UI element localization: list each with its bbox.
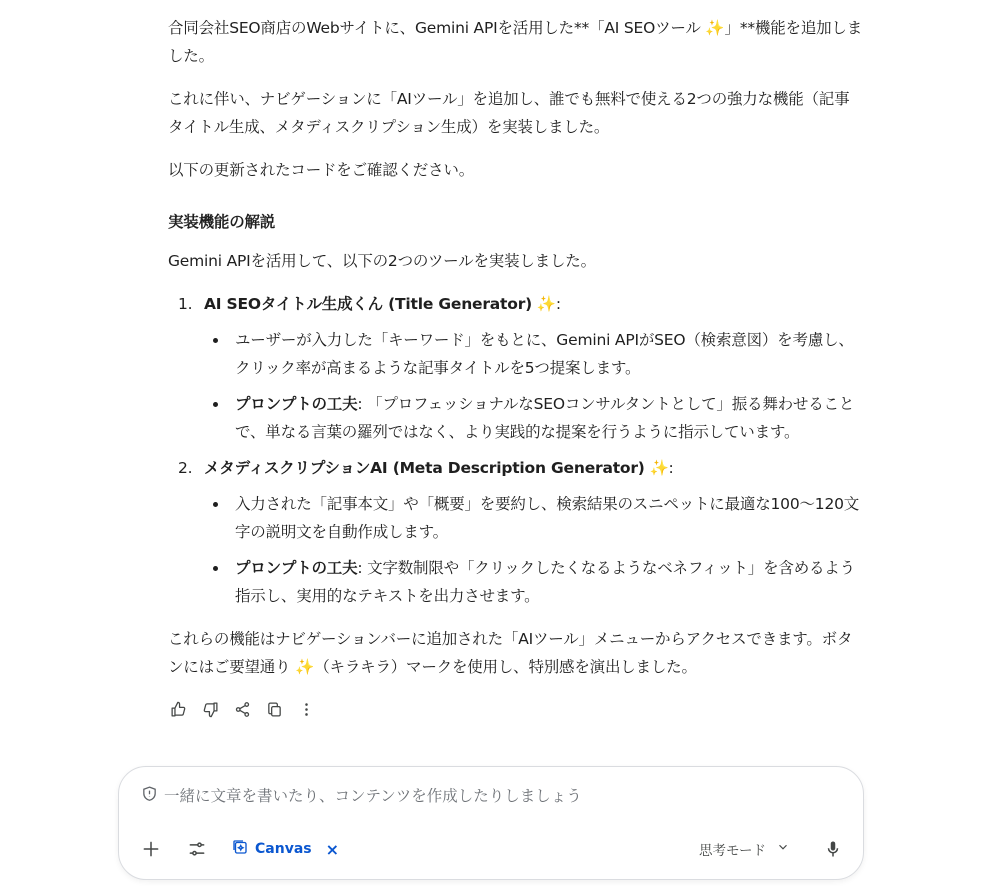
mode-label: 思考モード	[699, 843, 766, 859]
point-list	[204, 490, 864, 610]
response-paragraph-1: 合同会社SEO商店のWebサイトに、Gemini APIを活用した**「AI SEOツール ✨」**機能を追加しました。	[168, 19, 863, 65]
outro-text-2: （キラキラ）マークを使用し、特別感を演出しました。	[314, 658, 697, 676]
tools-icon[interactable]	[185, 837, 209, 861]
point-label: プロンプトの工夫	[235, 395, 358, 413]
mode-select[interactable]	[699, 839, 790, 859]
prompt-input[interactable]	[164, 787, 724, 805]
copy-icon[interactable]	[262, 697, 286, 721]
response-paragraph-3: 以下の更新されたコードをご確認ください。	[168, 161, 475, 179]
shield-icon	[141, 785, 158, 806]
list-item	[204, 490, 864, 546]
response-actions	[166, 697, 318, 721]
tool-item	[168, 290, 864, 446]
colon: :	[668, 459, 674, 477]
composer-tools	[139, 837, 339, 861]
sparkle-icon: ✨	[295, 658, 315, 676]
sparkle-icon: ✨	[649, 459, 669, 477]
list-number: 1.	[178, 295, 193, 313]
share-icon[interactable]	[230, 697, 254, 721]
point-text: : 文字数制限や「クリックしたくなるようなベネフィット」を含めるよう指示し、実用的なテキストを出力させます。	[235, 559, 855, 605]
section-intro: Gemini APIを活用して、以下の2つのツールを実装しました。	[168, 252, 596, 270]
point-list	[204, 326, 864, 446]
response-paragraph-2: これに伴い、ナビゲーションに「AIツール」を追加し、誰でも無料で使える2つの強力な機能（記事タイトル生成、メタディスクリプション生成）を実装しました。	[168, 90, 850, 136]
response-outro	[168, 625, 864, 681]
add-icon[interactable]	[139, 837, 163, 861]
assistant-response	[168, 14, 864, 696]
prompt-composer	[118, 766, 864, 880]
canvas-label: Canvas	[255, 841, 312, 857]
outro-text-1: これらの機能はナビゲーションバーに追加された「AIツール」メニューからアクセスできます。ボタンにはご要望通り	[168, 630, 853, 676]
thumbs-down-icon[interactable]	[198, 697, 222, 721]
point-text: ユーザーが入力した「キーワード」をもとに、Gemini APIがSEO（検索意図）を考慮し、クリック率が高まるような記事タイトルを5つ提案します。	[235, 331, 854, 377]
tool-list	[168, 290, 864, 610]
point-label: プロンプトの工夫	[235, 559, 358, 577]
tool-title: メタディスクリプションAI (Meta Description Generator)	[204, 459, 645, 477]
list-number: 2.	[178, 459, 193, 477]
thumbs-up-icon[interactable]	[166, 697, 190, 721]
list-item	[204, 326, 864, 382]
colon: :	[555, 295, 561, 313]
list-item	[204, 554, 864, 610]
point-text: 入力された「記事本文」や「概要」を要約し、検索結果のスニペットに最適な100〜120文字の説明文を自動作成します。	[235, 495, 860, 541]
list-item	[204, 390, 864, 446]
close-icon[interactable]: ×	[325, 839, 340, 859]
chevron-down-icon	[776, 840, 790, 858]
section-heading: 実装機能の解説	[168, 213, 276, 231]
prompt-row	[141, 785, 724, 806]
point-text: : 「プロフェッショナルなSEOコンサルタントとして」振る舞わせることで、単なる言葉の羅列ではなく、より実践的な提案を行うように指示しています。	[235, 395, 855, 441]
canvas-icon	[231, 838, 249, 860]
microphone-icon[interactable]	[821, 837, 845, 861]
tool-title: AI SEOタイトル生成くん (Title Generator)	[204, 295, 533, 313]
tool-item	[168, 454, 864, 610]
sparkle-icon: ✨	[536, 295, 556, 313]
more-vert-icon[interactable]	[294, 697, 318, 721]
canvas-chip[interactable]	[231, 838, 339, 860]
